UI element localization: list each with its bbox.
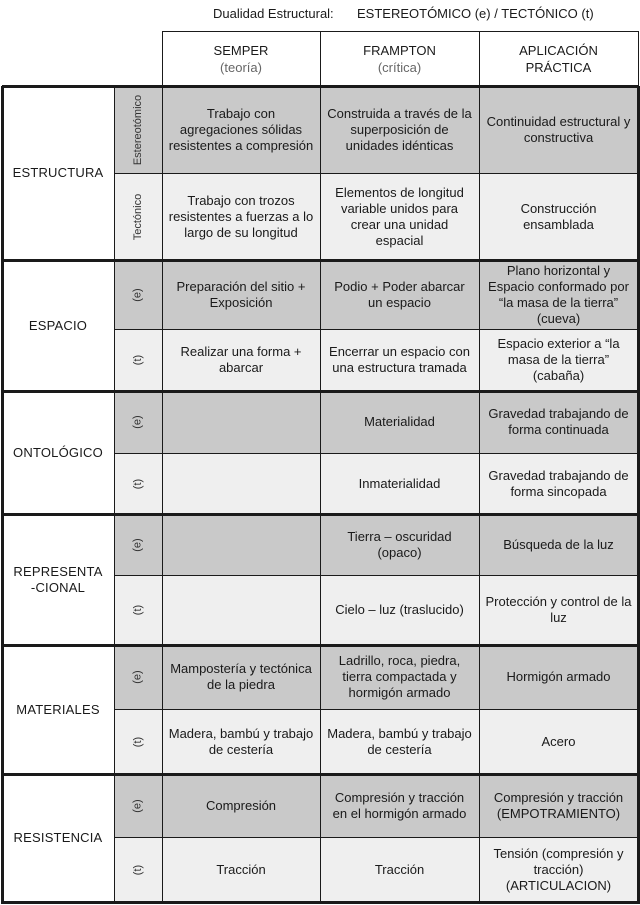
table-cell-frampton: Inmaterialidad xyxy=(320,453,479,514)
row-type-text: (e) xyxy=(131,415,144,429)
table-cell-aplicacion: Búsqueda de la luz xyxy=(479,514,638,575)
row-type-text: (e) xyxy=(131,287,144,302)
table-cell-aplicacion: Continuidad estructural y constructiva xyxy=(479,86,638,173)
table-cell-aplicacion: Acero xyxy=(479,709,638,774)
column-header-sub: (crítica) xyxy=(377,59,422,75)
column-header-name: FRAMPTON xyxy=(363,42,436,58)
grid-line xyxy=(162,31,163,86)
row-type-text: (e) xyxy=(131,537,144,552)
row-type-text: Estereotómico xyxy=(132,94,144,165)
row-type-text: (t) xyxy=(131,604,144,616)
row-type-label xyxy=(114,86,162,173)
column-header-frampton xyxy=(320,31,479,86)
grid-line xyxy=(114,173,638,174)
column-header-name: APLICACIÓN xyxy=(519,42,598,58)
table-cell-aplicacion: Tensión (compresión y tracción) (ARTICULACION) xyxy=(479,837,638,902)
row-type-label xyxy=(114,645,162,709)
grid-line xyxy=(114,709,638,710)
grid-line xyxy=(479,86,480,902)
section-label: ESPACIO xyxy=(2,260,114,391)
row-type-text: Tectónico xyxy=(132,193,145,240)
row-type-label xyxy=(114,391,162,453)
table-cell-semper: Mampostería y tectónica de la piedra xyxy=(162,645,320,709)
table-cell-semper: Trabajo con trozos resistentes a fuerzas a lo largo de su longitud xyxy=(162,173,320,260)
column-header-sub: PRÁCTICA xyxy=(525,59,592,75)
section-label: ONTOLÓGICO xyxy=(2,391,114,514)
table-cell-frampton: Tracción xyxy=(320,837,479,902)
grid-line xyxy=(114,329,638,330)
table-cell-semper: Realizar una forma + abarcar xyxy=(162,329,320,391)
title-label: Dualidad Estructural: xyxy=(213,6,334,21)
row-type-text: (e) xyxy=(131,670,144,684)
grid-line xyxy=(114,453,638,454)
row-type-label xyxy=(114,709,162,774)
title-value: ESTEREOTÓMICO (e) / TECTÓNICO (t) xyxy=(357,6,594,21)
section-label: RESISTENCIA xyxy=(2,774,114,902)
table-cell-semper xyxy=(162,575,320,645)
table-cell-frampton: Construida a través de la superposición de unidades idénticas xyxy=(320,86,479,173)
row-type-text: (e) xyxy=(131,798,144,813)
table-cell-frampton: Madera, bambú y trabajo de cestería xyxy=(320,709,479,774)
table-cell-semper: Madera, bambú y trabajo de cestería xyxy=(162,709,320,774)
table-cell-aplicacion: Protección y control de la luz xyxy=(479,575,638,645)
section-label: ESTRUCTURA xyxy=(2,86,114,260)
row-type-label xyxy=(114,774,162,837)
table-cell-frampton: Ladrillo, roca, piedra, tierra compactada y hormigón armado xyxy=(320,645,479,709)
table-cell-frampton: Elementos de longitud variable unidos para crear una unidad espacial xyxy=(320,173,479,260)
grid-line xyxy=(114,837,638,838)
grid-line xyxy=(1,86,4,904)
column-header-semper xyxy=(162,31,320,86)
row-type-label xyxy=(114,575,162,645)
row-type-text: (t) xyxy=(131,478,144,489)
table-cell-frampton: Podio + Poder abarcar un espacio xyxy=(320,260,479,329)
table-cell-semper xyxy=(162,514,320,575)
row-type-text: (t) xyxy=(131,864,144,875)
table-cell-aplicacion: Compresión y tracción (EMPOTRAMIENTO) xyxy=(479,774,638,837)
grid-line xyxy=(479,31,480,86)
row-type-text: (t) xyxy=(131,354,144,366)
row-type-label xyxy=(114,173,162,260)
row-type-label xyxy=(114,329,162,391)
row-type-label xyxy=(114,260,162,329)
column-header-name: SEMPER xyxy=(213,42,269,58)
table-cell-aplicacion: Gravedad trabajando de forma continuada xyxy=(479,391,638,453)
table-cell-semper: Compresión xyxy=(162,774,320,837)
table-cell-frampton: Compresión y tracción en el hormigón armado xyxy=(320,774,479,837)
table-cell-aplicacion: Plano horizontal y Espacio conformado por “la masa de la tierra” (cueva) xyxy=(479,260,638,329)
table-cell-semper: Trabajo con agregaciones sólidas resistentes a compresión xyxy=(162,86,320,173)
grid-line xyxy=(638,31,639,86)
table-cell-aplicacion: Construcción ensamblada xyxy=(479,173,638,260)
column-header-sub: (teoría) xyxy=(220,59,262,75)
row-type-label xyxy=(114,453,162,514)
table-cell-aplicacion: Hormigón armado xyxy=(479,645,638,709)
grid-line xyxy=(162,31,638,32)
grid-line xyxy=(114,575,638,576)
row-type-label xyxy=(114,837,162,902)
table-cell-frampton: Materialidad xyxy=(320,391,479,453)
row-type-text: (t) xyxy=(131,736,144,747)
table-cell-aplicacion: Gravedad trabajando de forma sincopada xyxy=(479,453,638,514)
row-type-label xyxy=(114,514,162,575)
grid-line xyxy=(162,86,163,902)
grid-line xyxy=(320,31,321,86)
table-cell-semper: Preparación del sitio + Exposición xyxy=(162,260,320,329)
grid-line xyxy=(320,86,321,902)
section-label: REPRESENTA -CIONAL xyxy=(2,514,114,645)
column-header-aplicacion xyxy=(479,31,638,86)
grid-line xyxy=(114,86,115,902)
table-cell-semper xyxy=(162,453,320,514)
table-cell-aplicacion: Espacio exterior a “la masa de la tierra” (cabaña) xyxy=(479,329,638,391)
section-label: MATERIALES xyxy=(2,645,114,774)
table-cell-semper: Tracción xyxy=(162,837,320,902)
table-cell-semper xyxy=(162,391,320,453)
table-cell-frampton: Cielo – luz (traslucido) xyxy=(320,575,479,645)
table-cell-frampton: Tierra – oscuridad (opaco) xyxy=(320,514,479,575)
table-cell-frampton: Encerrar un espacio con una estructura tramada xyxy=(320,329,479,391)
